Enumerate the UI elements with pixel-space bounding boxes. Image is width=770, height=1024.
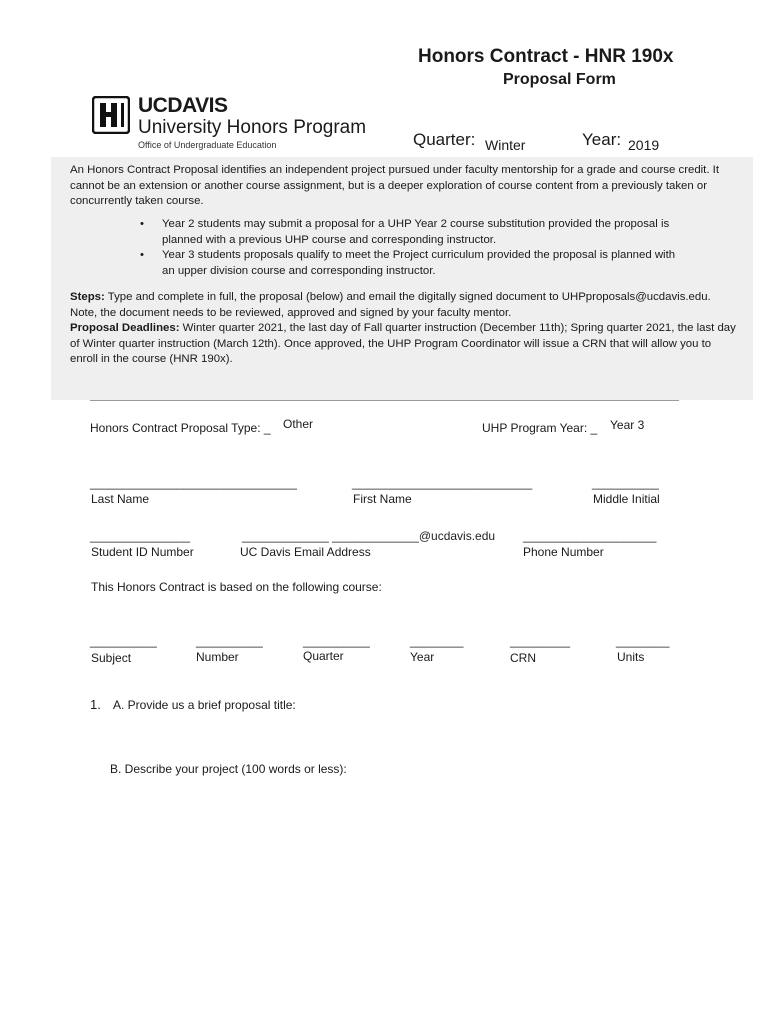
logo-program-name: University Honors Program bbox=[138, 117, 367, 138]
course-intro: This Honors Contract is based on the following course: bbox=[91, 580, 382, 594]
first-name-field[interactable]: ___________________________ bbox=[352, 476, 533, 490]
units-label: Units bbox=[617, 650, 645, 664]
last-name-label: Last Name bbox=[91, 492, 150, 506]
list-item bbox=[140, 248, 686, 279]
steps-text: Type and complete in full, the proposal (below) and email the digitally signed document to UHPproposals@ucdavis.edu. Note, the document needs to be reviewed, approved and signed by your faculty mentor. bbox=[70, 291, 711, 319]
student-id-label: Student ID Number bbox=[91, 545, 194, 559]
logo-ucdavis-wordmark bbox=[138, 94, 227, 118]
list-item bbox=[140, 217, 686, 248]
bullet-icon: • bbox=[140, 218, 144, 230]
crn-label: CRN bbox=[510, 651, 536, 665]
form-title: Honors Contract - HNR 190x bbox=[418, 46, 674, 67]
year-course-field[interactable]: ________ bbox=[410, 634, 464, 648]
bullet-text: Year 2 students may submit a proposal for a UHP Year 2 course substitution provided the proposal is planned with a previous UHP course and corresponding instructor. bbox=[162, 218, 670, 246]
bullet-text: Year 3 students proposals qualify to meet the Project curriculum provided the proposal is planned with an upper division course and corresponding instructor. bbox=[162, 249, 676, 277]
divider bbox=[90, 400, 679, 401]
question-1a: A. Provide us a brief proposal title: bbox=[113, 698, 296, 712]
units-field[interactable]: ________ bbox=[616, 634, 670, 648]
subject-label: Subject bbox=[91, 651, 132, 665]
middle-initial-field[interactable]: __________ bbox=[592, 476, 659, 490]
year-label: Year: bbox=[582, 130, 622, 149]
logo-uc-text: UC bbox=[138, 94, 168, 117]
logo-davis-text: DAVIS bbox=[167, 94, 228, 117]
number-label: Number bbox=[196, 650, 239, 664]
proposal-type-label: Honors Contract Proposal Type: _ bbox=[90, 421, 271, 435]
steps-label: Steps: bbox=[70, 291, 105, 303]
deadlines-label: Proposal Deadlines: bbox=[70, 322, 180, 334]
program-year-label: UHP Program Year: _ bbox=[482, 421, 598, 435]
form-subtitle: Proposal Form bbox=[503, 71, 616, 88]
logo-office-name: Office of Undergraduate Education bbox=[138, 140, 277, 150]
deadlines-text: Winter quarter 2021, the last day of Fall quarter instruction (December 11th); Spring quarter 2021, the last day of Winter quarter instruction (March 12th). Once approved, the UHP Program Coordinator will issue a CRN that will allow you to enroll in the course (HNR 190x). bbox=[70, 322, 736, 365]
student-id-field[interactable]: _______________ bbox=[90, 529, 191, 543]
quarter-course-field[interactable]: __________ bbox=[303, 634, 370, 648]
intro-paragraph: An Honors Contract Proposal identifies an independent project pursued under faculty mentorship for a grade and course credit. It cannot be an extension or another course assignment, but is a deeper exploration of course content from a previously taken or concurrently taken course. bbox=[70, 164, 720, 207]
question-1b: B. Describe your project (100 words or less): bbox=[110, 762, 347, 776]
bullet-icon: • bbox=[140, 249, 144, 261]
uc-davis-logo-icon bbox=[92, 96, 130, 134]
phone-field[interactable]: ____________________ bbox=[523, 529, 657, 543]
quarter-field[interactable]: Winter bbox=[485, 137, 526, 153]
proposal-type-field[interactable]: Other bbox=[283, 417, 314, 431]
steps-paragraph bbox=[70, 290, 740, 368]
subject-field[interactable]: __________ bbox=[90, 634, 157, 648]
quarter-course-label: Quarter bbox=[303, 649, 344, 663]
year-course-label: Year bbox=[410, 650, 435, 664]
middle-initial-label: Middle Initial bbox=[593, 492, 660, 506]
crn-field[interactable]: _________ bbox=[510, 634, 571, 648]
quarter-label: Quarter: bbox=[413, 130, 476, 149]
phone-label: Phone Number bbox=[523, 545, 604, 559]
question-number: 1. bbox=[90, 697, 101, 712]
year-field[interactable]: 2019 bbox=[628, 137, 660, 153]
program-year-field[interactable]: Year 3 bbox=[610, 418, 645, 432]
eligibility-list bbox=[140, 217, 686, 279]
number-field[interactable]: __________ bbox=[196, 634, 263, 648]
first-name-label: First Name bbox=[353, 492, 412, 506]
last-name-field[interactable]: _______________________________ bbox=[90, 476, 297, 490]
email-label: UC Davis Email Address bbox=[240, 545, 371, 559]
email-field[interactable]: _____________ _____________@ucdavis.edu bbox=[242, 529, 496, 543]
